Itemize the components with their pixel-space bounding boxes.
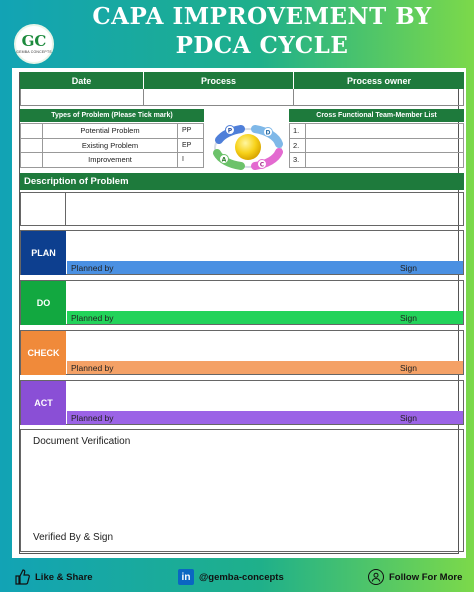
- cycle-letter-c: C: [259, 161, 265, 169]
- table-row: [21, 138, 204, 153]
- description-field[interactable]: [20, 192, 464, 226]
- verification-title: Document Verification: [33, 436, 131, 447]
- cycle-letter-p: P: [227, 127, 233, 135]
- planned-by-label: Planned by: [71, 262, 114, 273]
- linkedin-handle: @gemba-concepts: [199, 571, 284, 583]
- description-header: Description of Problem: [20, 173, 464, 190]
- member-field[interactable]: [306, 153, 464, 168]
- process-owner-field[interactable]: [294, 89, 463, 105]
- member-number: 3.: [290, 153, 306, 168]
- verified-by-label: Verified By & Sign: [33, 532, 114, 543]
- plan-section: [20, 230, 464, 275]
- title-line-1: CAPA IMPROVEMENT BY: [92, 3, 432, 30]
- sign-label: Sign: [399, 362, 417, 373]
- process-field[interactable]: [144, 89, 293, 105]
- check-section: [20, 330, 464, 375]
- cycle-letter-a: A: [221, 156, 227, 164]
- description-divider: [65, 193, 66, 225]
- plan-signature-bar[interactable]: [67, 261, 463, 274]
- cross-team-header: Cross Functional Team-Member List: [289, 109, 464, 122]
- problem-type-label: Potential Problem: [43, 124, 178, 139]
- linkedin-icon: in: [178, 569, 194, 585]
- member-field[interactable]: [306, 138, 464, 153]
- plan-label: PLAN: [21, 231, 66, 275]
- footer: [0, 562, 474, 592]
- header: [0, 0, 474, 66]
- types-of-problem-table: [20, 123, 204, 168]
- logo: [14, 24, 54, 64]
- like-share-label: Like & Share: [35, 571, 93, 583]
- do-section: [20, 280, 464, 325]
- check-signature-bar[interactable]: [67, 361, 463, 374]
- linkedin-link[interactable]: [178, 569, 284, 585]
- table-row: [21, 153, 204, 168]
- act-label: ACT: [21, 381, 66, 425]
- planned-by-label: Planned by: [71, 412, 114, 423]
- member-field[interactable]: [306, 124, 464, 139]
- member-number: 1.: [290, 124, 306, 139]
- sign-label: Sign: [399, 412, 417, 423]
- table-row: [290, 124, 464, 139]
- act-signature-bar[interactable]: [67, 411, 463, 424]
- date-header: Date: [20, 72, 144, 89]
- title-line-2: PDCA CYCLE: [175, 32, 349, 59]
- tick-box[interactable]: [21, 153, 43, 168]
- planned-by-label: Planned by: [71, 312, 114, 323]
- pdca-cycle-icon: [211, 120, 285, 174]
- follow-button[interactable]: [368, 569, 462, 585]
- problem-type-label: Existing Problem: [43, 138, 178, 153]
- tick-box[interactable]: [21, 124, 43, 139]
- do-label: DO: [21, 281, 66, 325]
- table-row: [290, 153, 464, 168]
- act-section: [20, 380, 464, 425]
- user-icon: [368, 569, 384, 585]
- planned-by-label: Planned by: [71, 362, 114, 373]
- process-owner-header: Process owner: [346, 75, 412, 86]
- top-input-row: [20, 89, 464, 106]
- problem-type-code: I: [178, 153, 204, 168]
- member-number: 2.: [290, 138, 306, 153]
- thumbs-up-icon: [14, 569, 30, 585]
- types-of-problem-header: Types of Problem (Please Tick mark): [20, 109, 204, 122]
- problem-type-code: PP: [178, 124, 204, 139]
- document-verification[interactable]: [20, 429, 464, 552]
- cycle-letter-d: D: [265, 129, 271, 137]
- problem-type-label: Improvement: [43, 153, 178, 168]
- sign-label: Sign: [399, 262, 417, 273]
- logo-mark: GC: [21, 32, 47, 50]
- page-title: [60, 2, 464, 60]
- table-row: [290, 138, 464, 153]
- top-header-row: [20, 72, 464, 89]
- do-signature-bar[interactable]: [67, 311, 463, 324]
- check-label: CHECK: [21, 331, 66, 375]
- logo-text: GEMBA CONCEPTS: [16, 50, 52, 54]
- sign-label: Sign: [399, 312, 417, 323]
- like-share-button[interactable]: [14, 569, 93, 585]
- problem-type-code: EP: [178, 138, 204, 153]
- tick-box[interactable]: [21, 138, 43, 153]
- process-header: Process: [144, 72, 294, 89]
- follow-label: Follow For More: [389, 571, 463, 583]
- cross-team-table: [289, 123, 464, 168]
- table-row: [21, 124, 204, 139]
- date-field[interactable]: [21, 89, 144, 105]
